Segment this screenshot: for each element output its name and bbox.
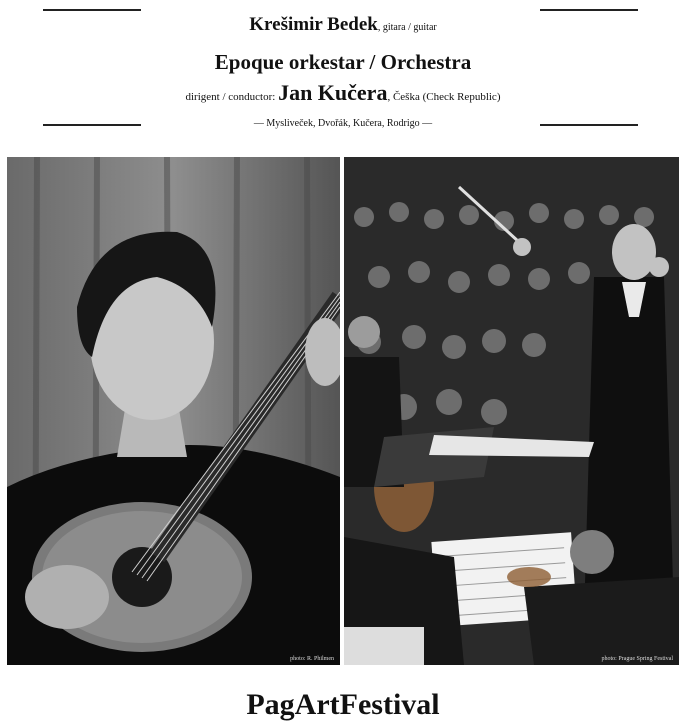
performer-line [0, 14, 686, 36]
performer-name: Krešimir Bedek [249, 14, 378, 35]
orchestra-illustration [344, 157, 679, 665]
guitarist-photo [7, 157, 340, 665]
performer-role: , gitara / guitar [377, 22, 437, 33]
top-right-rule [540, 9, 638, 11]
conductor-suffix: , Češka (Check Republic) [387, 91, 501, 103]
left-photo-credit: photo: R. Philmen [290, 656, 334, 662]
top-left-rule [43, 9, 141, 11]
orchestra-photo [344, 157, 679, 665]
conductor-line [0, 80, 686, 106]
right-photo-credit: photo: Prague Spring Festival [601, 656, 673, 662]
ensemble-name: Epoque orkestar / Orchestra [214, 50, 472, 74]
festival-name: PagArtFestival [246, 688, 440, 721]
program-line: — Mysliveček, Dvořák, Kučera, Rodrigo — [253, 118, 433, 129]
conductor-name: Jan Kučera [278, 80, 388, 105]
guitarist-illustration [7, 157, 340, 665]
conductor-prefix: dirigent / conductor: [185, 91, 279, 103]
